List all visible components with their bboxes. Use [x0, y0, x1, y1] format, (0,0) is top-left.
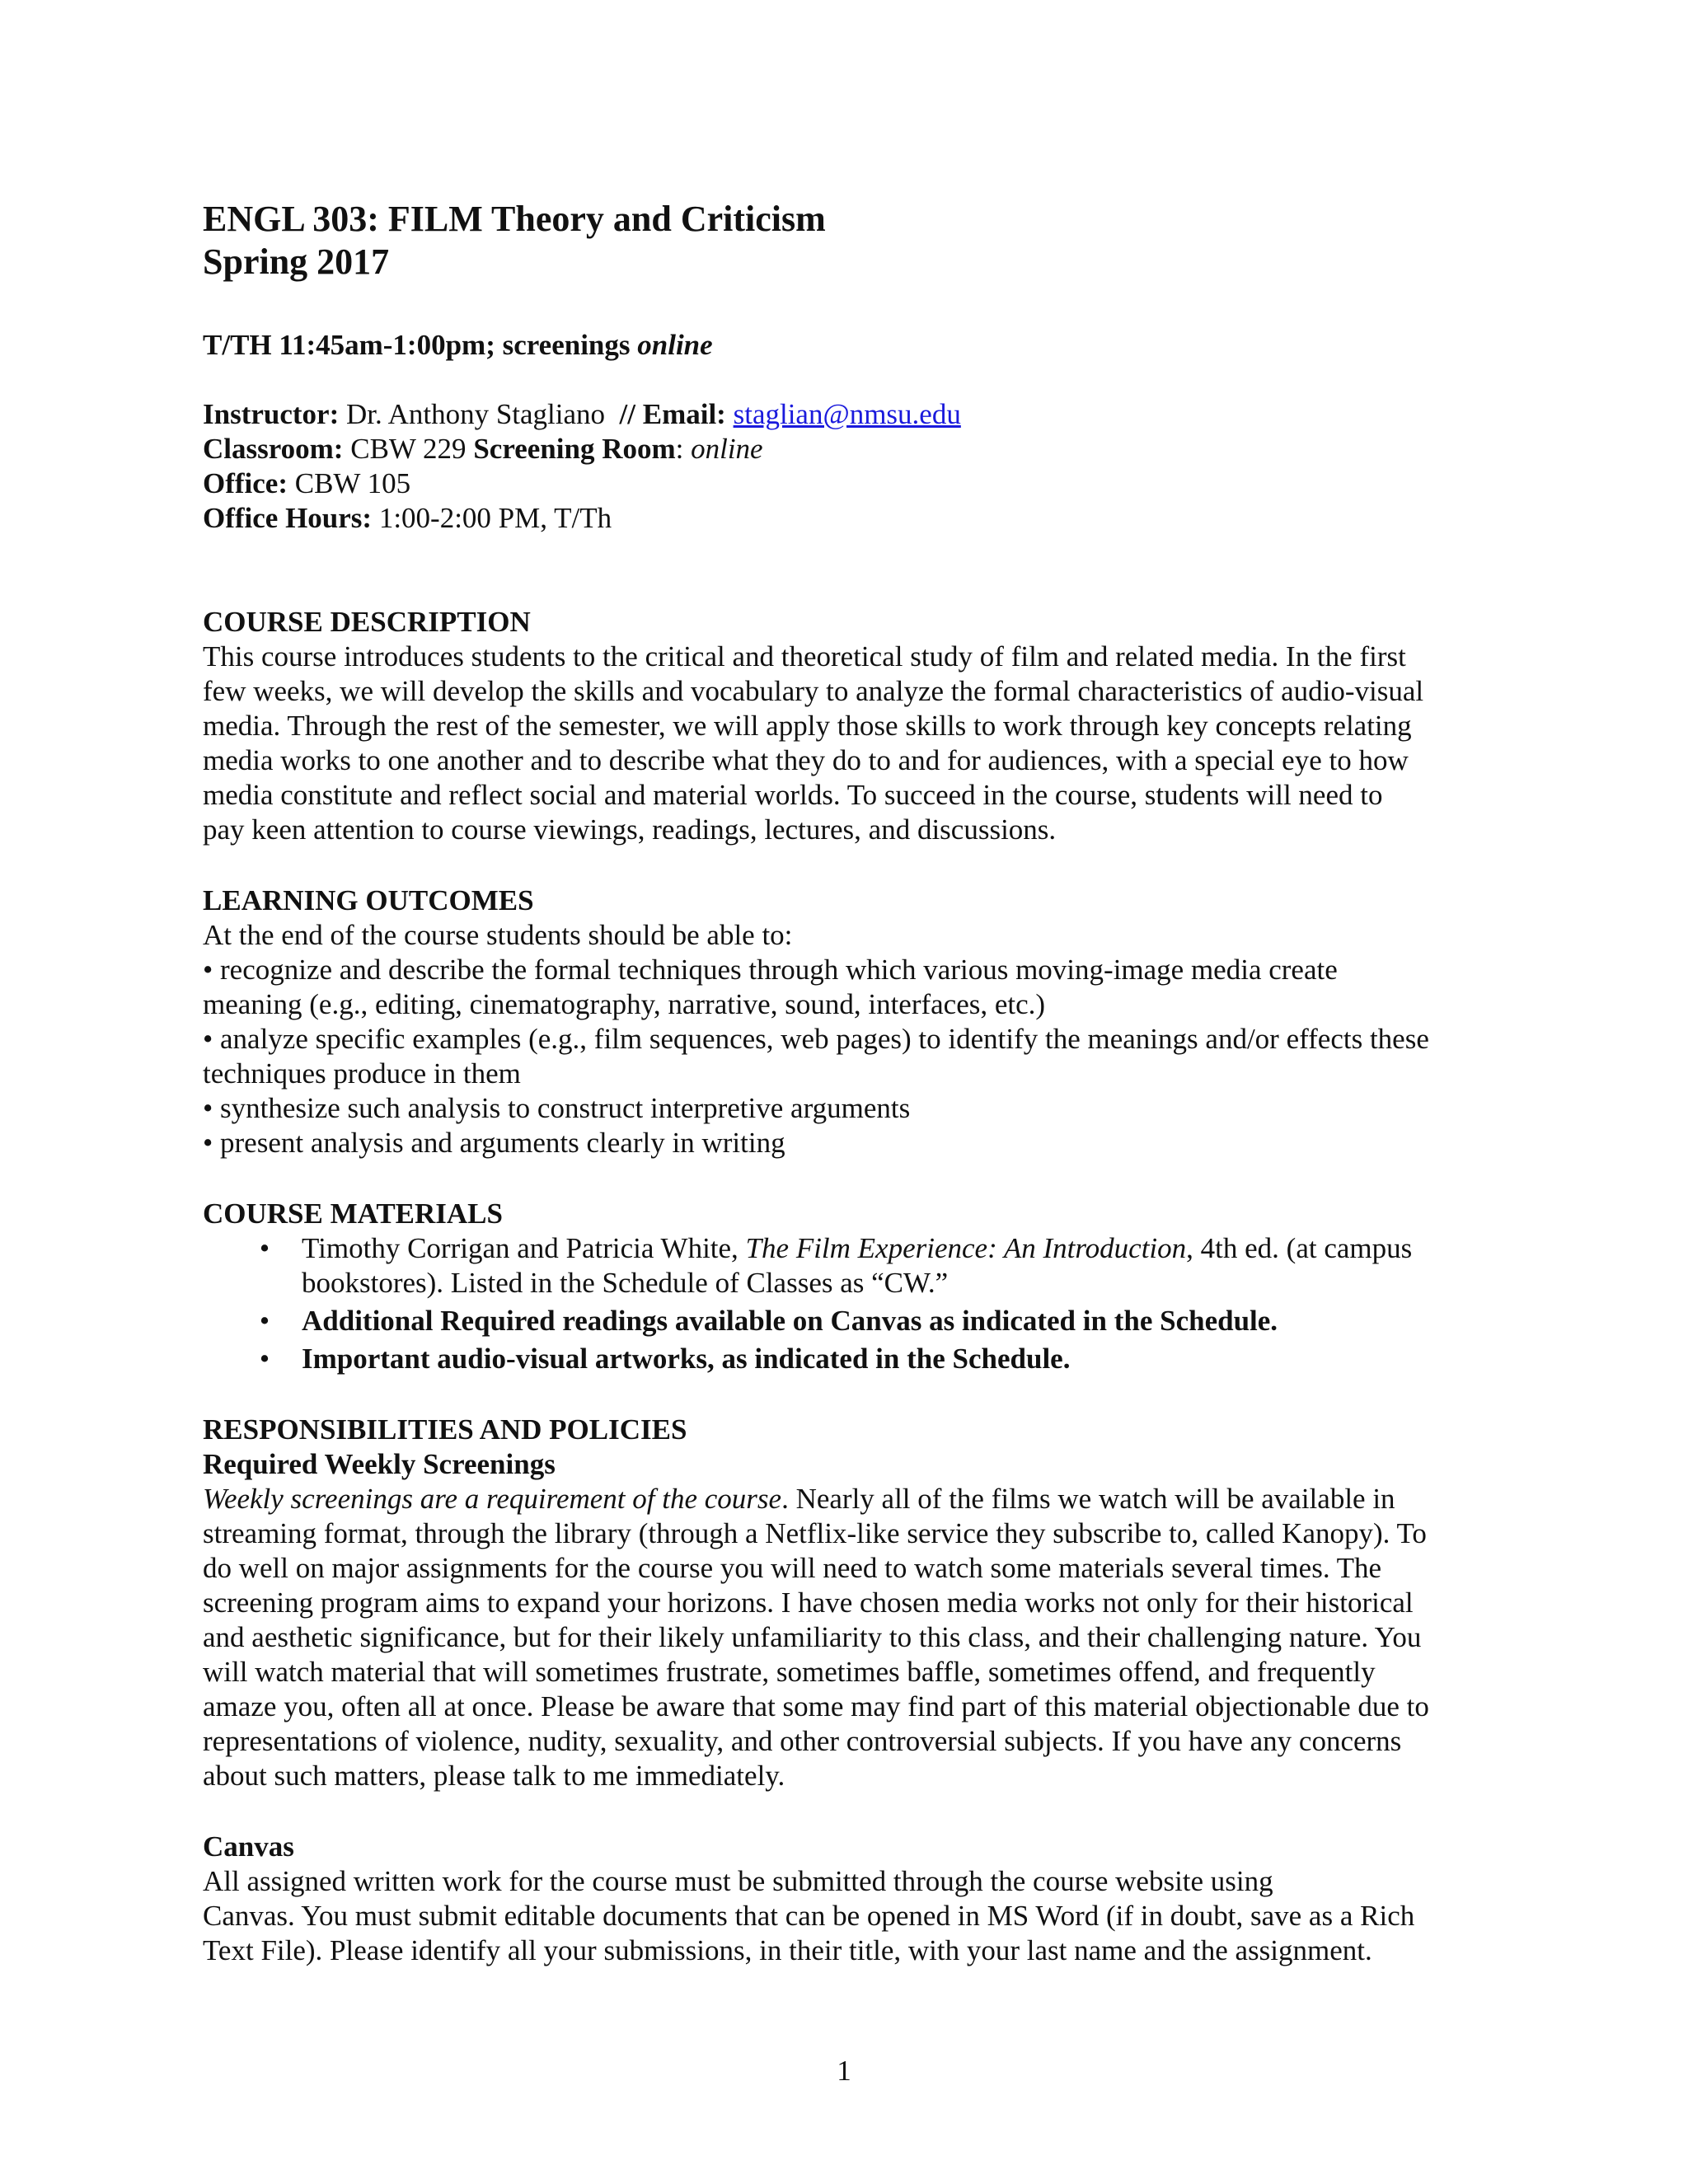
screening-value: online [691, 433, 763, 465]
email-link[interactable]: staglian@nmsu.edu [733, 398, 961, 430]
bullet-icon: • [259, 1305, 270, 1337]
materials-item [203, 1304, 1505, 1338]
course-materials-section [203, 1197, 1505, 1376]
schedule-text: T/TH 11:45am-1:00pm; screenings [203, 329, 638, 361]
course-title [203, 198, 1505, 284]
office-value: CBW 105 [287, 467, 411, 499]
canvas-line: All assigned written work for the course must be submitted through the course website using [203, 1865, 1273, 1897]
course-description-line: media works to one another and to describe what they do to and for audiences, with a special eye to how [203, 744, 1409, 776]
screening-label: Screening Room [473, 433, 676, 465]
learning-outcomes-line: • analyze specific examples (e.g., film sequences, web pages) to identify the meanings and/or effects these [203, 1023, 1429, 1055]
responsibilities-line: streaming format, through the library (through a Netflix-like service they subscribe to, called Kanopy). To [203, 1517, 1427, 1549]
learning-outcomes-line: techniques produce in them [203, 1057, 521, 1090]
responsibilities-heading: RESPONSIBILITIES AND POLICIES [203, 1413, 687, 1446]
materials-item-text: bookstores). Listed in the Schedule of Classes as “CW.” [302, 1267, 949, 1299]
responsibilities-emphasis: Weekly screenings are a requirement of the course [203, 1483, 782, 1515]
screening-colon: : [675, 433, 692, 465]
course-description-heading: COURSE DESCRIPTION [203, 606, 531, 638]
syllabus-page [203, 198, 1505, 1968]
responsibilities-line [203, 1482, 1505, 1516]
class-schedule [203, 328, 1505, 363]
responsibilities-line: screening program aims to expand your horizons. I have chosen media works not only for their historical [203, 1586, 1414, 1619]
responsibilities-line: and aesthetic significance, but for their likely unfamiliarity to this class, and their challenging nature. You [203, 1621, 1422, 1653]
office-hours-value: 1:00-2:00 PM, T/Th [372, 502, 612, 534]
learning-outcomes-section [203, 883, 1505, 1160]
instructor-value: Dr. Anthony Stagliano [339, 398, 620, 430]
course-description-line: pay keen attention to course viewings, readings, lectures, and discussions. [203, 813, 1057, 846]
weekly-screenings-subheading: Required Weekly Screenings [203, 1448, 556, 1480]
schedule-online: online [637, 329, 713, 361]
bullet-icon: • [259, 1343, 270, 1375]
office-label: Office: [203, 467, 288, 499]
instructor-line [203, 397, 1505, 432]
responsibilities-text: . Nearly all of the films we watch will be available in [781, 1483, 1395, 1515]
responsibilities-line: representations of violence, nudity, sexuality, and other controversial subjects. If you have any concerns [203, 1725, 1402, 1757]
canvas-section [203, 1830, 1505, 1968]
course-materials-heading: COURSE MATERIALS [203, 1197, 503, 1230]
learning-outcomes-heading: LEARNING OUTCOMES [203, 884, 534, 916]
learning-outcomes-line: • recognize and describe the formal techniques through which various moving-image media create [203, 954, 1338, 986]
responsibilities-section [203, 1413, 1505, 1793]
course-description-line: media. Through the rest of the semester, we will apply those skills to work through key concepts relating [203, 710, 1412, 742]
course-description-line: media constitute and reflect social and material worlds. To succeed in the course, students will need to [203, 779, 1383, 811]
page-number: 1 [837, 2055, 851, 2087]
course-term: Spring 2017 [203, 241, 390, 282]
materials-item [203, 1231, 1505, 1301]
learning-outcomes-line: • present analysis and arguments clearly in writing [203, 1127, 785, 1159]
responsibilities-line: will watch material that will sometimes frustrate, sometimes baffle, sometimes offend, and frequently [203, 1656, 1376, 1688]
materials-list [203, 1231, 1505, 1376]
office-hours-line [203, 501, 1505, 536]
textbook-title: The Film Experience: An Introduction [745, 1232, 1187, 1264]
materials-item-text: Additional Required readings available on Canvas as indicated in the Schedule. [302, 1305, 1278, 1337]
materials-item-text: Timothy Corrigan and Patricia White, [302, 1232, 746, 1264]
materials-item-text: , 4th ed. (at campus [1186, 1232, 1413, 1264]
canvas-heading: Canvas [203, 1830, 294, 1863]
classroom-line [203, 432, 1505, 466]
classroom-value: CBW 229 [343, 433, 474, 465]
course-description-line: This course introduces students to the critical and theoretical study of film and related media. In the first [203, 640, 1406, 673]
course-title-line1: ENGL 303: FILM Theory and Criticism [203, 199, 826, 239]
office-line [203, 466, 1505, 501]
materials-item-text: Important audio-visual artworks, as indicated in the Schedule. [302, 1343, 1071, 1375]
course-description-line: few weeks, we will develop the skills and vocabulary to analyze the formal characteristics of audio-visual [203, 675, 1424, 707]
responsibilities-line: amaze you, often all at once. Please be aware that some may find part of this material objectionable due to [203, 1690, 1429, 1722]
learning-outcomes-line: meaning (e.g., editing, cinematography, narrative, sound, interfaces, etc.) [203, 988, 1046, 1020]
learning-outcomes-line: At the end of the course students should be able to: [203, 919, 793, 951]
canvas-line: Canvas. You must submit editable documents that can be opened in MS Word (if in doubt, save as a Rich [203, 1900, 1415, 1932]
canvas-line: Text File). Please identify all your submissions, in their title, with your last name and the assignment. [203, 1934, 1372, 1966]
course-description-section [203, 605, 1505, 847]
course-info [203, 397, 1505, 536]
responsibilities-line: about such matters, please talk to me immediately. [203, 1760, 785, 1792]
office-hours-label: Office Hours: [203, 502, 373, 534]
email-label: // Email: [619, 398, 726, 430]
bullet-icon: • [259, 1232, 270, 1264]
instructor-label: Instructor: [203, 398, 340, 430]
responsibilities-line: do well on major assignments for the course you will need to watch some materials several times. The [203, 1552, 1382, 1584]
materials-item [203, 1342, 1505, 1376]
classroom-label: Classroom: [203, 433, 344, 465]
learning-outcomes-line: • synthesize such analysis to construct interpretive arguments [203, 1092, 911, 1124]
